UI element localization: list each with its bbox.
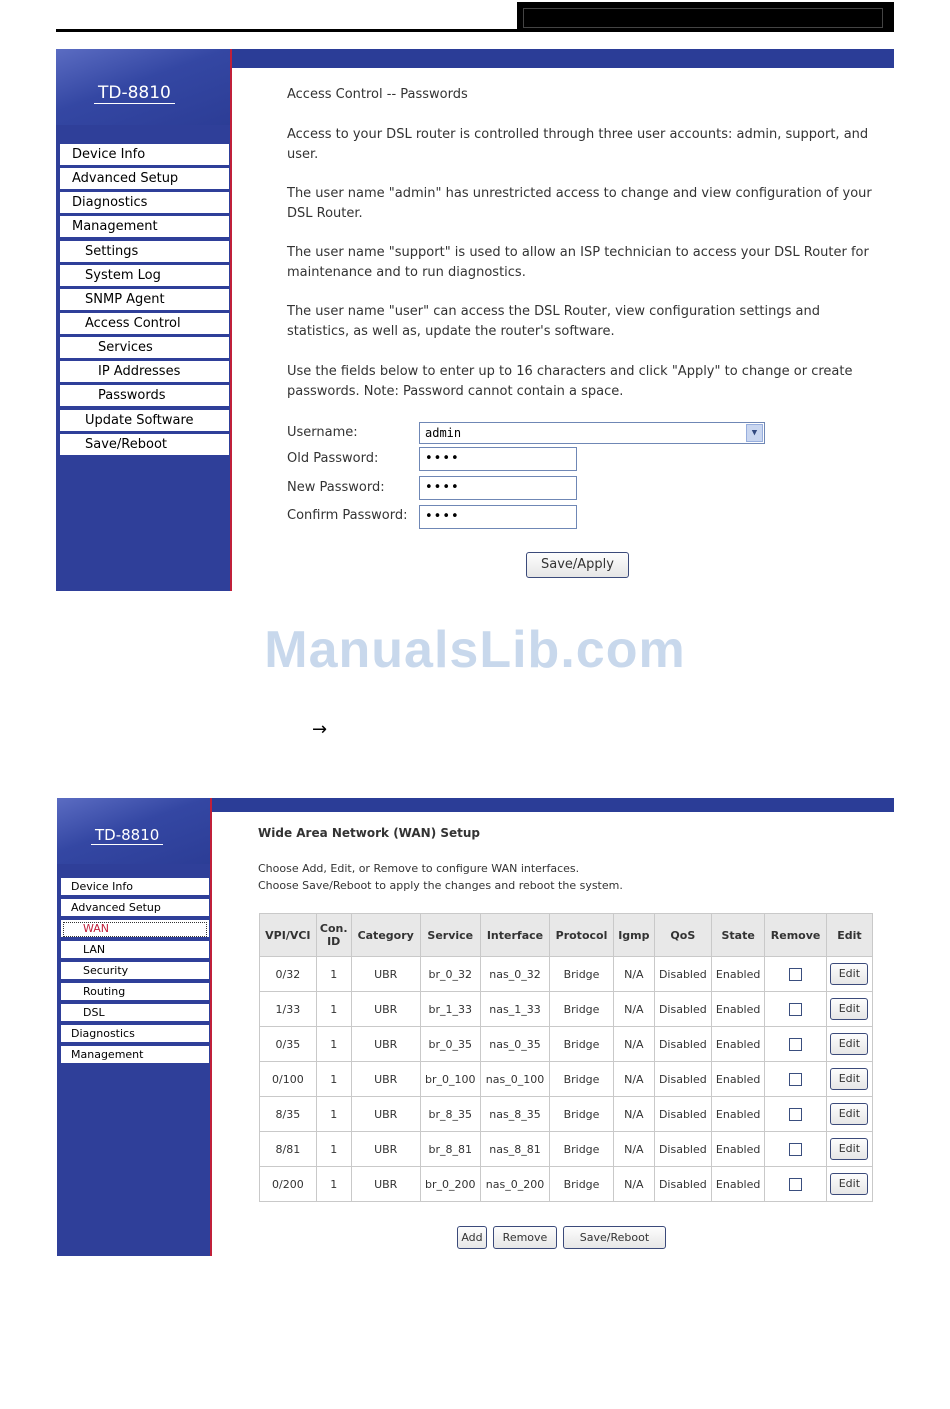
cell-qos: Disabled bbox=[655, 992, 711, 1026]
paragraph-support: The user name "support" is used to allow an ISP technician to access your DSL Router for maintenance and to run diagnostics. bbox=[287, 245, 869, 280]
cell-service: br_0_32 bbox=[421, 957, 480, 991]
cell-service: br_0_200 bbox=[421, 1167, 480, 1201]
cell-remove bbox=[765, 1062, 825, 1096]
col-protocol: Protocol bbox=[550, 914, 613, 956]
menu-ip-addresses[interactable]: IP Addresses bbox=[60, 361, 229, 384]
cell-qos: Disabled bbox=[655, 1062, 711, 1096]
cell-interface: nas_8_35 bbox=[481, 1097, 549, 1131]
cell-con-id: 1 bbox=[317, 957, 351, 991]
page-title: Wide Area Network (WAN) Setup bbox=[258, 826, 481, 840]
remove-checkbox[interactable] bbox=[789, 1108, 802, 1121]
page-title: Access Control -- Passwords bbox=[287, 87, 468, 102]
cell-vpi-vci: 0/100 bbox=[260, 1062, 316, 1096]
cell-remove bbox=[765, 1132, 825, 1166]
save-apply-button[interactable]: Save/Apply bbox=[526, 552, 629, 578]
menu-services[interactable]: Services bbox=[60, 337, 229, 360]
username-select[interactable] bbox=[419, 422, 765, 444]
cell-edit bbox=[827, 1167, 872, 1201]
cell-state: Enabled bbox=[712, 1132, 764, 1166]
menu-security[interactable]: Security bbox=[61, 962, 209, 981]
description-line-2: Choose Save/Reboot to apply the changes and reboot the system. bbox=[258, 879, 623, 892]
watermark: ManualsLib.com bbox=[264, 621, 686, 679]
cell-con-id: 1 bbox=[317, 992, 351, 1026]
col-category: Category bbox=[352, 914, 420, 956]
cell-service: br_0_100 bbox=[421, 1062, 480, 1096]
arrow-right-icon: → bbox=[312, 719, 328, 740]
cell-remove bbox=[765, 1097, 825, 1131]
edit-button[interactable]: Edit bbox=[830, 1138, 868, 1160]
new-password-label: New Password: bbox=[287, 480, 385, 495]
remove-checkbox[interactable] bbox=[789, 1178, 802, 1191]
cell-vpi-vci: 0/200 bbox=[260, 1167, 316, 1201]
cell-state: Enabled bbox=[712, 1167, 764, 1201]
col-edit: Edit bbox=[827, 914, 872, 956]
cell-con-id: 1 bbox=[317, 1167, 351, 1201]
cell-remove bbox=[765, 1027, 825, 1061]
cell-vpi-vci: 8/35 bbox=[260, 1097, 316, 1131]
menu-diagnostics[interactable]: Diagnostics bbox=[61, 1025, 209, 1044]
table-row bbox=[260, 957, 872, 991]
remove-checkbox[interactable] bbox=[789, 1143, 802, 1156]
edit-button[interactable]: Edit bbox=[830, 998, 868, 1020]
logo-area bbox=[57, 798, 210, 864]
cell-category: UBR bbox=[352, 1097, 420, 1131]
paragraph-instructions: Use the fields below to enter up to 16 characters and click "Apply" to change or create passwords. Note: Password cannot contain a space. bbox=[287, 364, 853, 399]
cell-edit bbox=[827, 992, 872, 1026]
cell-service: br_8_81 bbox=[421, 1132, 480, 1166]
remove-button[interactable]: Remove bbox=[493, 1226, 557, 1249]
table-row bbox=[260, 1097, 872, 1131]
col-igmp: Igmp bbox=[614, 914, 654, 956]
confirm-password-field[interactable]: •••• bbox=[419, 505, 577, 529]
cell-remove bbox=[765, 1167, 825, 1201]
cell-interface: nas_0_32 bbox=[481, 957, 549, 991]
save-reboot-button[interactable]: Save/Reboot bbox=[563, 1226, 666, 1249]
table-row bbox=[260, 992, 872, 1026]
cell-protocol: Bridge bbox=[550, 1132, 613, 1166]
menu-management[interactable]: Management bbox=[60, 216, 229, 239]
logo: TD-8810 bbox=[91, 826, 163, 845]
col-vpi-vci: VPI/VCI bbox=[260, 914, 316, 956]
cell-con-id: 1 bbox=[317, 1027, 351, 1061]
col-interface: Interface bbox=[481, 914, 549, 956]
cell-igmp: N/A bbox=[614, 992, 654, 1026]
cell-qos: Disabled bbox=[655, 1027, 711, 1061]
menu-device-info[interactable]: Device Info bbox=[61, 878, 209, 897]
menu-lan[interactable]: LAN bbox=[61, 941, 209, 960]
cell-interface: nas_8_81 bbox=[481, 1132, 549, 1166]
cell-protocol: Bridge bbox=[550, 1097, 613, 1131]
menu-device-info[interactable]: Device Info bbox=[60, 144, 229, 167]
cell-state: Enabled bbox=[712, 1097, 764, 1131]
cell-con-id: 1 bbox=[317, 1062, 351, 1096]
menu-advanced-setup[interactable]: Advanced Setup bbox=[60, 168, 229, 191]
cell-edit bbox=[827, 1132, 872, 1166]
col-remove: Remove bbox=[765, 914, 825, 956]
cell-vpi-vci: 0/32 bbox=[260, 957, 316, 991]
wan-table bbox=[259, 913, 873, 1202]
paragraph-user: The user name "user" can access the DSL Router, view configuration settings and statistics, as well as, update the router's software. bbox=[287, 304, 820, 339]
table-row bbox=[260, 1062, 872, 1096]
chevron-down-icon[interactable]: ▼ bbox=[746, 424, 763, 442]
cell-remove bbox=[765, 992, 825, 1026]
cell-category: UBR bbox=[352, 1062, 420, 1096]
cell-service: br_8_35 bbox=[421, 1097, 480, 1131]
cell-protocol: Bridge bbox=[550, 1062, 613, 1096]
cell-edit bbox=[827, 957, 872, 991]
cell-qos: Disabled bbox=[655, 1167, 711, 1201]
remove-checkbox[interactable] bbox=[789, 1003, 802, 1016]
cell-state: Enabled bbox=[712, 1027, 764, 1061]
cell-interface: nas_0_200 bbox=[481, 1167, 549, 1201]
add-button[interactable]: Add bbox=[457, 1226, 487, 1249]
menu-settings[interactable]: Settings bbox=[60, 241, 229, 264]
confirm-password-label: Confirm Password: bbox=[287, 508, 408, 523]
logo-area bbox=[56, 49, 230, 125]
menu-access-control[interactable]: Access Control bbox=[60, 313, 229, 336]
cell-service: br_1_33 bbox=[421, 992, 480, 1026]
paragraph-admin: The user name "admin" has unrestricted access to change and view configuration of your DSL Router. bbox=[287, 186, 872, 221]
cell-edit bbox=[827, 1027, 872, 1061]
cell-con-id: 1 bbox=[317, 1132, 351, 1166]
menu-advanced-setup[interactable]: Advanced Setup bbox=[61, 899, 209, 918]
menu-routing[interactable]: Routing bbox=[61, 983, 209, 1002]
username-label: Username: bbox=[287, 425, 358, 440]
edit-button[interactable]: Edit bbox=[830, 1068, 868, 1090]
cell-igmp: N/A bbox=[614, 1097, 654, 1131]
cell-state: Enabled bbox=[712, 957, 764, 991]
edit-button[interactable]: Edit bbox=[830, 1033, 868, 1055]
cell-vpi-vci: 1/33 bbox=[260, 992, 316, 1026]
username-value: admin bbox=[425, 426, 462, 440]
cell-igmp: N/A bbox=[614, 1027, 654, 1061]
description-line-1: Choose Add, Edit, or Remove to configure WAN interfaces. bbox=[258, 862, 580, 875]
cell-protocol: Bridge bbox=[550, 957, 613, 991]
cell-qos: Disabled bbox=[655, 1097, 711, 1131]
edit-button[interactable]: Edit bbox=[830, 1173, 868, 1195]
cell-edit bbox=[827, 1062, 872, 1096]
logo: TD-8810 bbox=[94, 83, 175, 104]
menu-wan[interactable]: WAN bbox=[61, 920, 209, 939]
cell-category: UBR bbox=[352, 1167, 420, 1201]
cell-interface: nas_1_33 bbox=[481, 992, 549, 1026]
cell-vpi-vci: 8/81 bbox=[260, 1132, 316, 1166]
new-password-field[interactable]: •••• bbox=[419, 476, 577, 500]
menu-snmp-agent[interactable]: SNMP Agent bbox=[60, 289, 229, 312]
remove-checkbox[interactable] bbox=[789, 1038, 802, 1051]
paragraph-accounts: Access to your DSL router is controlled through three user accounts: admin, support, and user. bbox=[287, 127, 869, 162]
menu-management[interactable]: Management bbox=[61, 1046, 209, 1065]
cell-protocol: Bridge bbox=[550, 1027, 613, 1061]
cell-category: UBR bbox=[352, 992, 420, 1026]
menu-system-log[interactable]: System Log bbox=[60, 265, 229, 288]
cell-category: UBR bbox=[352, 1132, 420, 1166]
cell-interface: nas_0_35 bbox=[481, 1027, 549, 1061]
table-row bbox=[260, 1167, 872, 1201]
menu-dsl[interactable]: DSL bbox=[61, 1004, 209, 1023]
edit-button[interactable]: Edit bbox=[830, 963, 868, 985]
remove-checkbox[interactable] bbox=[789, 1073, 802, 1086]
menu-update-software[interactable]: Update Software bbox=[60, 410, 229, 433]
cell-state: Enabled bbox=[712, 1062, 764, 1096]
col-service: Service bbox=[421, 914, 480, 956]
cell-igmp: N/A bbox=[614, 957, 654, 991]
cell-state: Enabled bbox=[712, 992, 764, 1026]
col-qos: QoS bbox=[655, 914, 711, 956]
old-password-field[interactable]: •••• bbox=[419, 447, 577, 471]
cell-vpi-vci: 0/35 bbox=[260, 1027, 316, 1061]
cell-protocol: Bridge bbox=[550, 992, 613, 1026]
cell-interface: nas_0_100 bbox=[481, 1062, 549, 1096]
menu-passwords[interactable]: Passwords bbox=[60, 385, 229, 408]
cell-igmp: N/A bbox=[614, 1167, 654, 1201]
menu-save-reboot[interactable]: Save/Reboot bbox=[60, 434, 229, 457]
menu-diagnostics[interactable]: Diagnostics bbox=[60, 192, 229, 215]
table-row bbox=[260, 1027, 872, 1061]
cell-category: UBR bbox=[352, 1027, 420, 1061]
page-header-bar bbox=[517, 2, 894, 32]
col-con-id: Con. ID bbox=[317, 914, 351, 956]
cell-qos: Disabled bbox=[655, 1132, 711, 1166]
cell-edit bbox=[827, 1097, 872, 1131]
cell-category: UBR bbox=[352, 957, 420, 991]
cell-service: br_0_35 bbox=[421, 1027, 480, 1061]
cell-qos: Disabled bbox=[655, 957, 711, 991]
edit-button[interactable]: Edit bbox=[830, 1103, 868, 1125]
table-row bbox=[260, 1132, 872, 1166]
remove-checkbox[interactable] bbox=[789, 968, 802, 981]
col-state: State bbox=[712, 914, 764, 956]
cell-protocol: Bridge bbox=[550, 1167, 613, 1201]
cell-igmp: N/A bbox=[614, 1132, 654, 1166]
cell-con-id: 1 bbox=[317, 1097, 351, 1131]
cell-igmp: N/A bbox=[614, 1062, 654, 1096]
cell-remove bbox=[765, 957, 825, 991]
old-password-label: Old Password: bbox=[287, 451, 379, 466]
